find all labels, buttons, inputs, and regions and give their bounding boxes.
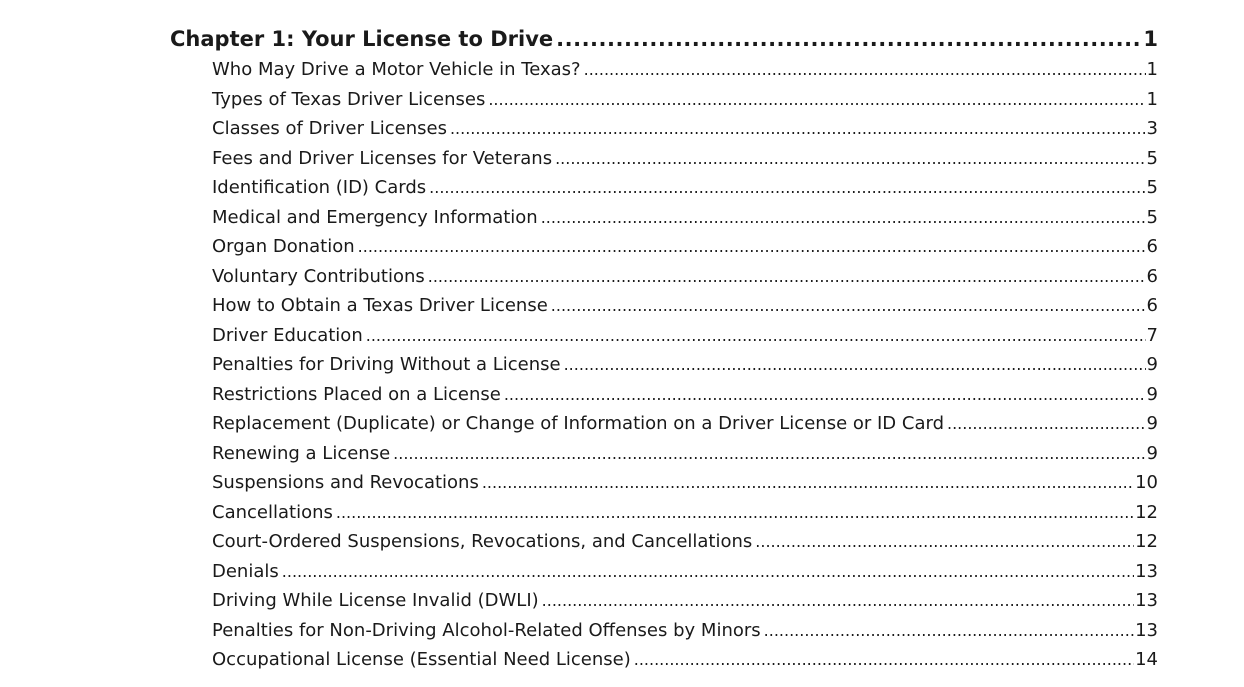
toc-entry-title: Replacement (Duplicate) or Change of Information on a Driver License or ID Card: [212, 413, 944, 434]
dot-leader: [366, 321, 1146, 351]
toc-entry-title: Denials: [212, 560, 279, 582]
chapter-title: Chapter 1: Your License to Drive: [170, 27, 554, 51]
dot-leader: [336, 498, 1134, 528]
dot-leader: [584, 55, 1146, 85]
toc-entry-title: Renewing a License: [212, 442, 391, 464]
toc-entry[interactable]: [170, 468, 1158, 498]
toc-entry-title: Types of Texas Driver Licenses: [212, 88, 486, 110]
dot-leader: [555, 144, 1145, 174]
toc-entry-page: 5: [1146, 206, 1158, 228]
toc-entry-title: Identification (ID) Cards: [212, 177, 427, 198]
toc-entry-page: 13: [1135, 590, 1158, 611]
toc-entry-page: 6: [1146, 236, 1158, 257]
toc-entry-title: Voluntary Contributions: [212, 265, 425, 287]
dot-leader: [358, 232, 1146, 262]
toc-entry-title: Suspensions and Revocations: [212, 472, 479, 493]
toc-entry[interactable]: [170, 350, 1158, 380]
toc-entry[interactable]: [170, 439, 1158, 469]
toc-entry-title: Occupational License (Essential Need License): [212, 649, 631, 670]
toc-entry-title: Who May Drive a Motor Vehicle in Texas?: [212, 59, 581, 80]
toc-entry[interactable]: [170, 380, 1158, 410]
dot-leader: [282, 557, 1134, 587]
toc-entry-page: 9: [1146, 383, 1158, 405]
toc-entry-title: Classes of Driver Licenses: [212, 118, 447, 139]
dot-leader: [541, 203, 1146, 233]
toc-entry-title: Cancellations: [212, 501, 333, 523]
dot-leader: [564, 350, 1146, 380]
toc-entry[interactable]: [170, 557, 1158, 587]
dot-leader: [551, 291, 1146, 321]
toc-entry[interactable]: [170, 291, 1158, 321]
toc-entry[interactable]: [170, 498, 1158, 528]
table-of-contents: [170, 24, 1158, 675]
toc-entry-page: 9: [1146, 354, 1158, 375]
dot-leader: [764, 616, 1134, 646]
dot-leader: [755, 527, 1134, 557]
dot-leader: [947, 409, 1146, 439]
toc-entry-page: 12: [1135, 531, 1158, 552]
toc-entry[interactable]: [170, 645, 1158, 675]
dot-leader: [556, 24, 1142, 54]
dot-leader: [504, 380, 1146, 410]
toc-chapter-heading[interactable]: [170, 24, 1158, 54]
dot-leader: [429, 173, 1145, 203]
dot-leader: [542, 586, 1134, 616]
dot-leader: [634, 645, 1134, 675]
toc-entry-title: Penalties for Non-Driving Alcohol-Related Offenses by Minors: [212, 619, 761, 641]
toc-entry[interactable]: [170, 321, 1158, 351]
toc-entry-title: Driving While License Invalid (DWLI): [212, 590, 539, 611]
toc-entry-page: 5: [1146, 177, 1158, 198]
toc-entry[interactable]: [170, 527, 1158, 557]
toc-entry-title: Restrictions Placed on a License: [212, 383, 501, 405]
toc-entry-page: 14: [1135, 649, 1158, 670]
toc-entry-page: 9: [1146, 442, 1158, 464]
chapter-page-number: 1: [1143, 27, 1158, 51]
toc-entry[interactable]: [170, 85, 1158, 115]
toc-entry[interactable]: [170, 586, 1158, 616]
toc-entry-page: 5: [1146, 147, 1158, 169]
toc-entry-page: 7: [1146, 324, 1158, 346]
toc-entry[interactable]: [170, 232, 1158, 262]
dot-leader: [428, 262, 1146, 292]
toc-entry[interactable]: [170, 144, 1158, 174]
toc-entry-page: 6: [1146, 295, 1158, 316]
dot-leader: [488, 85, 1145, 115]
toc-entry[interactable]: [170, 203, 1158, 233]
toc-entry[interactable]: [170, 55, 1158, 85]
toc-entry-page: 10: [1135, 472, 1158, 493]
toc-entry-page: 1: [1146, 59, 1158, 80]
toc-entry-title: How to Obtain a Texas Driver License: [212, 295, 548, 316]
toc-entry[interactable]: [170, 114, 1158, 144]
toc-entry-page: 12: [1135, 501, 1158, 523]
toc-entry-page: 6: [1146, 265, 1158, 287]
toc-entry-page: 3: [1146, 118, 1158, 139]
toc-entry-title: Driver Education: [212, 324, 363, 346]
toc-entry-title: Fees and Driver Licenses for Veterans: [212, 147, 553, 169]
dot-leader: [482, 468, 1134, 498]
toc-entry-title: Organ Donation: [212, 236, 355, 257]
toc-entry[interactable]: [170, 262, 1158, 292]
dot-leader: [450, 114, 1146, 144]
toc-entry-page: 9: [1146, 413, 1158, 434]
dot-leader: [393, 439, 1145, 469]
toc-entry-page: 13: [1135, 619, 1158, 641]
toc-entry[interactable]: [170, 616, 1158, 646]
toc-entry-page: 13: [1135, 560, 1158, 582]
toc-entry-title: Penalties for Driving Without a License: [212, 354, 561, 375]
toc-entry[interactable]: [170, 409, 1158, 439]
toc-entry-title: Medical and Emergency Information: [212, 206, 538, 228]
toc-entry-title: Court-Ordered Suspensions, Revocations, and Cancellations: [212, 531, 753, 552]
toc-entry-page: 1: [1146, 88, 1158, 110]
toc-entry[interactable]: [170, 173, 1158, 203]
